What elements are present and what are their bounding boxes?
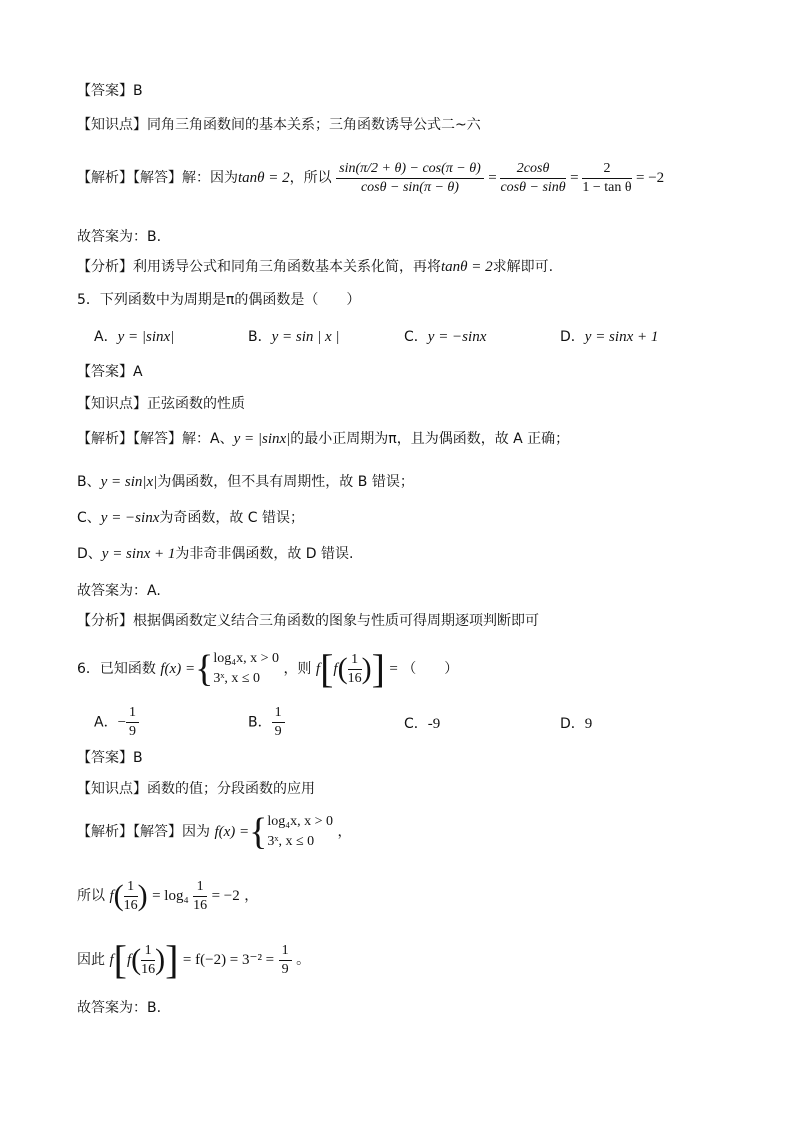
q5-conclusion: 故答案为：A.: [77, 583, 161, 599]
q4-answer-line: [77, 82, 143, 100]
answer-blank: （ ）: [402, 661, 459, 677]
q5-option-a: A．y = |sinx|: [94, 329, 175, 345]
q5-fenxi-line: 【分析】根据偶函数定义结合三角函数的图象与性质可得周期逐项判断即可: [77, 613, 539, 629]
q6-option-d: D．9: [560, 716, 593, 732]
q6-hence-line: 因此 f[f( $\frac{1}{16}$ )] = f(−2) = 3⁻² = $\frac{1}{9}$ 。: [77, 937, 311, 982]
q6-stem: 6．已知函数 f(x) ={ log₄x, x > 0 3ˣ, x ≤ 0 ，则 f[f( $\frac{1}{16}$ )] = （ ）: [77, 646, 459, 691]
answer-value: B: [133, 750, 143, 766]
analysis-mid: ，所以: [289, 170, 332, 186]
answer-value: A: [133, 364, 143, 380]
q6-analysis-line: 【解析】【解答】因为 f(x) ={ log₄x, x > 0 3ˣ, x ≤ 0 ，: [77, 811, 352, 853]
fraction-3: $\frac{2}{\text{1 − tan θ}}$: [582, 160, 632, 195]
q5-analysis-line-d: D、y = sinx + 1为非奇非偶函数，故 D 错误.: [77, 546, 354, 562]
q6-so-line: 所以 f( $\frac{1}{16}$ ) = log₄ $\frac{1}{16}$ = −2 ，: [77, 878, 259, 913]
fraction-1: $\frac{\sin(\pi/2 + \theta) - \cos(\pi - \theta)}{\cos\theta - \sin(\pi - \theta)}$: [336, 160, 484, 197]
q5-stem: 5．下列函数中为周期是π的偶函数是（ ）: [77, 292, 361, 308]
q5-analysis-line-b: B、y = sin|x|为偶函数，但不具有周期性，故 B 错误；: [77, 474, 414, 490]
knowledge-text: 同角三角函数间的基本关系；三角函数诱导公式二~六: [147, 117, 481, 133]
q4-fenxi-line: 【分析】利用诱导公式和同角三角函数基本关系化简，再将tanθ = 2求解即可.: [77, 259, 554, 275]
q6-option-b: B． $\frac{1}{9}$: [248, 704, 285, 741]
analysis-tag: 【解析】【解答】: [77, 170, 182, 186]
fraction-2: $\frac{2\cos\theta}{\cos\theta - \sin\theta}$: [500, 160, 566, 195]
function-name: f(x) =: [160, 661, 196, 677]
q5-knowledge-line: 【知识点】正弦函数的性质: [77, 396, 245, 412]
q4-conclusion: 故答案为：B.: [77, 229, 162, 245]
q5-option-d: D．y = sinx + 1: [560, 329, 659, 345]
q5-analysis-line-a: 【解析】【解答】解：A、y = |sinx|的最小正周期为π，且为偶函数，故 A 正确；: [77, 431, 570, 447]
fenxi-condition: tanθ = 2: [441, 259, 493, 275]
q6-option-a: A．− $\frac{1}{9}$: [94, 704, 139, 741]
knowledge-tag: 【知识点】: [77, 117, 147, 133]
q6-answer-line: 【答案】B: [77, 750, 143, 766]
answer-tag: 【答案】: [77, 83, 133, 99]
q5-answer-line: 【答案】A: [77, 364, 143, 380]
piecewise-cases: log₄x, x > 0 3ˣ, x ≤ 0: [213, 651, 279, 686]
q5-option-b: B．y = sin | x |: [248, 329, 340, 345]
q4-knowledge-line: [77, 116, 481, 134]
q6-knowledge-line: 【知识点】函数的值；分段函数的应用: [77, 781, 315, 797]
q4-analysis-line: 【解析】【解答】解：因为tanθ = 2，所以 $\frac{\sin(\pi/2 + \theta) - \cos(\pi - \theta)}{\cos\theta - \sin(\pi - \theta)}$ = $\frac{2\cos\theta}{\cos\theta - \sin\theta}$ = $\frac{2}{\text{1 − tan θ}}$ = −2: [77, 160, 665, 195]
analysis-lead: 解：因为: [182, 170, 238, 186]
analysis-result: = −2: [636, 170, 665, 186]
fenxi-tag: 【分析】: [77, 259, 133, 275]
q5-option-c: C．y = −sinx: [404, 329, 487, 345]
q6-option-c: C．-9: [404, 716, 441, 732]
q6-conclusion: 故答案为：B.: [77, 1000, 162, 1016]
query-fraction: $\frac{1}{16}$: [347, 651, 362, 686]
answer-value: B: [133, 83, 143, 99]
analysis-condition: tanθ = 2: [238, 170, 290, 186]
q5-analysis-line-c: C、y = −sinx为奇函数，故 C 错误；: [77, 510, 305, 526]
